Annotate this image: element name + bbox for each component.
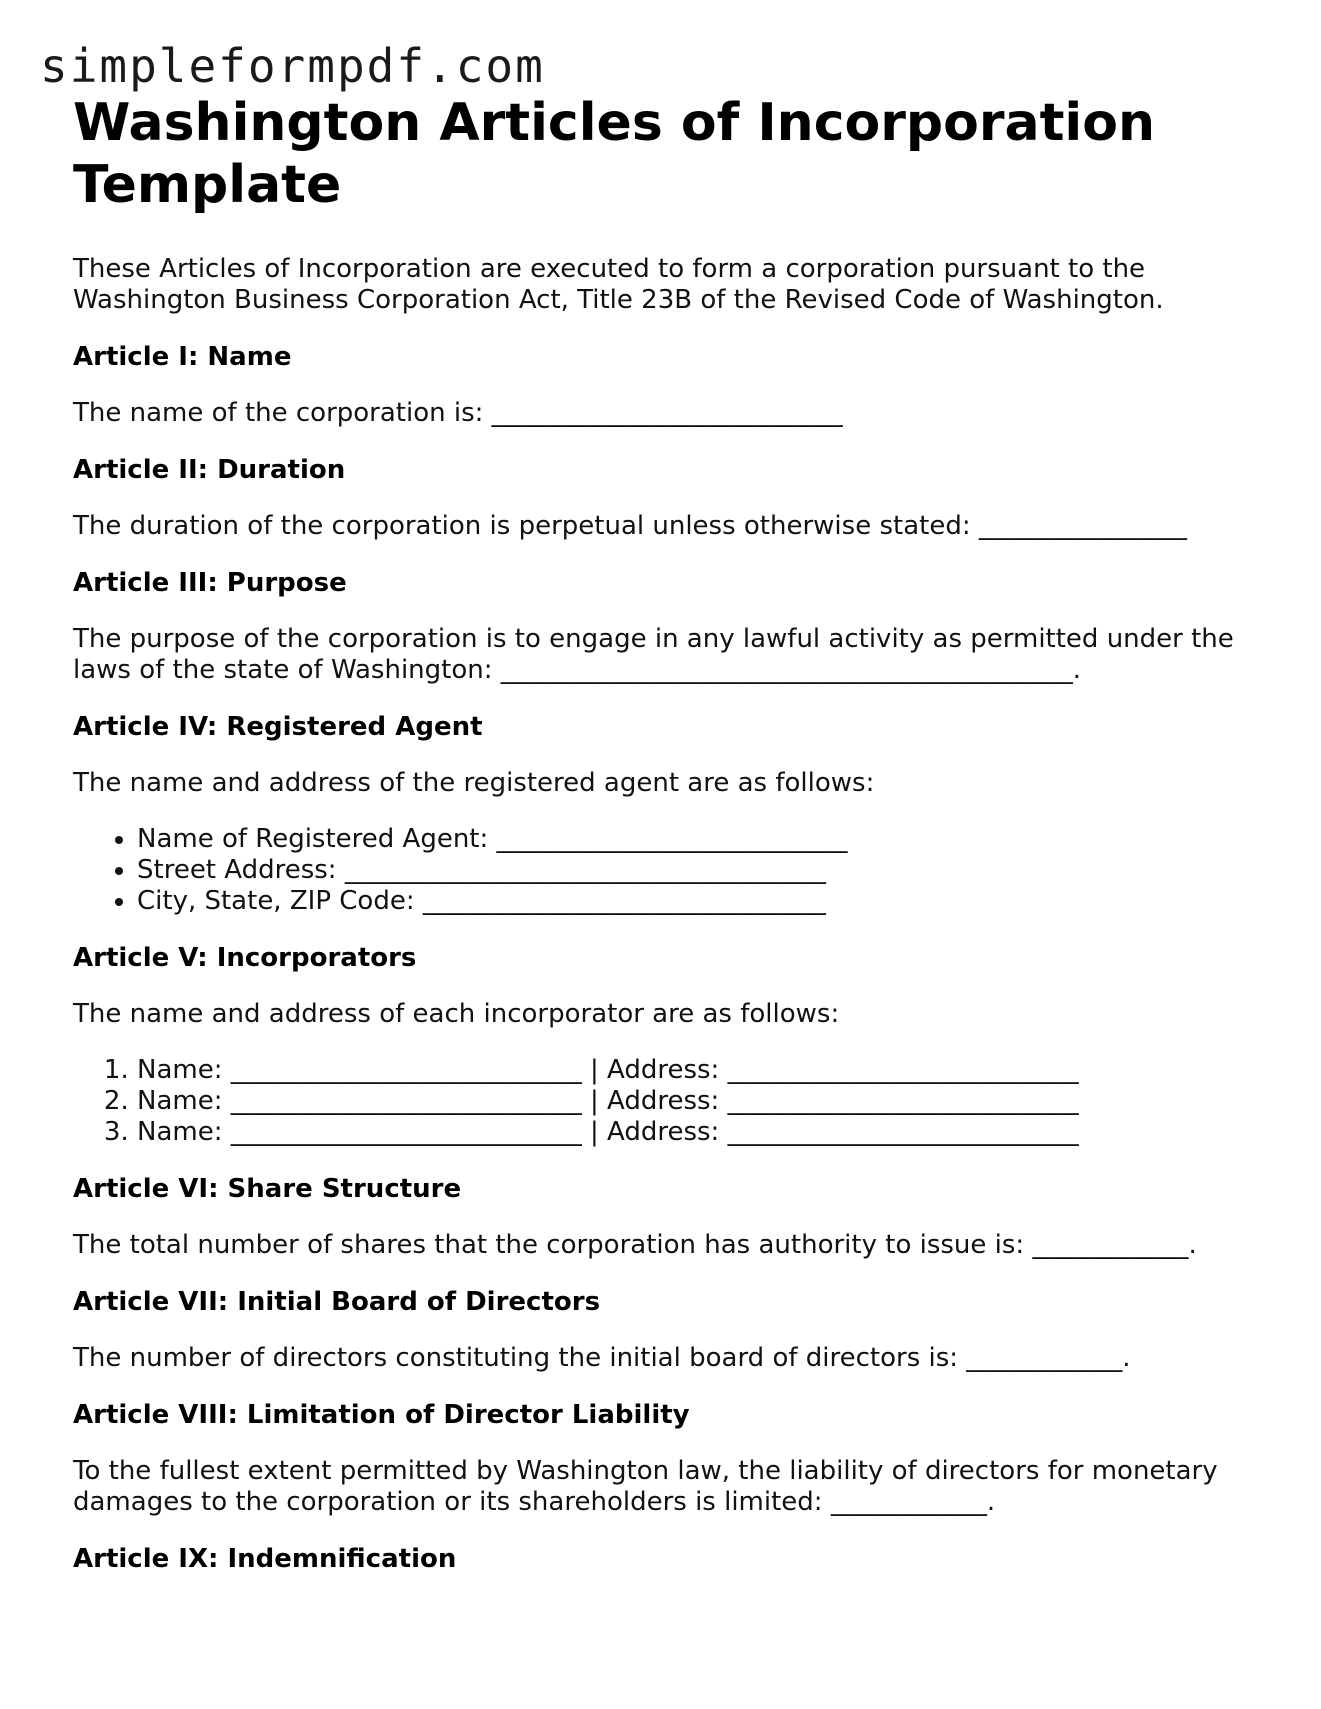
registered-agent-street-item: • Street Address: _____________________________________ xyxy=(137,855,1253,886)
article-2-text: The duration of the corporation is perpetual unless otherwise stated: ________________ xyxy=(73,511,1187,541)
article-5-text: The name and address of each incorporator are as follows: xyxy=(73,999,840,1029)
article-4-heading: Article IV: Registered Agent xyxy=(73,712,483,742)
article-8-heading: Article VIII: Limitation of Director Liability xyxy=(73,1400,690,1430)
intro-paragraph: These Articles of Incorporation are executed to form a corporation pursuant to the Washington Business Corporation Act, Title 23B of the Revised Code of Washington. xyxy=(73,254,1164,315)
article-7-heading: Article VII: Initial Board of Directors xyxy=(73,1287,601,1317)
article-5-heading: Article V: Incorporators xyxy=(73,943,417,973)
article-3-text: The purpose of the corporation is to engage in any lawful activity as permitted under the laws of the state of Washington: ____________________________________________. xyxy=(73,624,1234,685)
article-1-text: The name of the corporation is: ___________________________ xyxy=(73,398,843,428)
registered-agent-list xyxy=(73,824,1253,917)
article-8-text: To the fullest extent permitted by Washington law, the liability of directors for monetary damages to the corporation or its shareholders is limited: ____________. xyxy=(73,1456,1218,1517)
registered-agent-city-item: • City, State, ZIP Code: _______________________________ xyxy=(137,886,1253,917)
site-watermark: simpleformpdf.com xyxy=(40,39,545,93)
incorporator-item: 1. Name: ___________________________ | Address: ___________________________ xyxy=(137,1055,1253,1086)
article-2-heading: Article II: Duration xyxy=(73,455,346,485)
document-page xyxy=(73,92,1253,1575)
article-7-text: The number of directors constituting the initial board of directors is: ____________. xyxy=(73,1343,1131,1373)
incorporator-item: 2. Name: ___________________________ | Address: ___________________________ xyxy=(137,1086,1253,1117)
article-4-text: The name and address of the registered agent are as follows: xyxy=(73,768,875,798)
article-1-heading: Article I: Name xyxy=(73,342,292,372)
article-6-text: The total number of shares that the corporation has authority to issue is: ____________. xyxy=(73,1230,1197,1260)
incorporator-list xyxy=(73,1055,1253,1148)
document-title: Washington Articles of Incorporation Template xyxy=(73,93,1155,215)
article-3-heading: Article III: Purpose xyxy=(73,568,347,598)
article-9-heading: Article IX: Indemnification xyxy=(73,1544,457,1574)
article-6-heading: Article VI: Share Structure xyxy=(73,1174,462,1204)
registered-agent-name-item: • Name of Registered Agent: ___________________________ xyxy=(137,824,1253,855)
incorporator-item: 3. Name: ___________________________ | Address: ___________________________ xyxy=(137,1117,1253,1148)
